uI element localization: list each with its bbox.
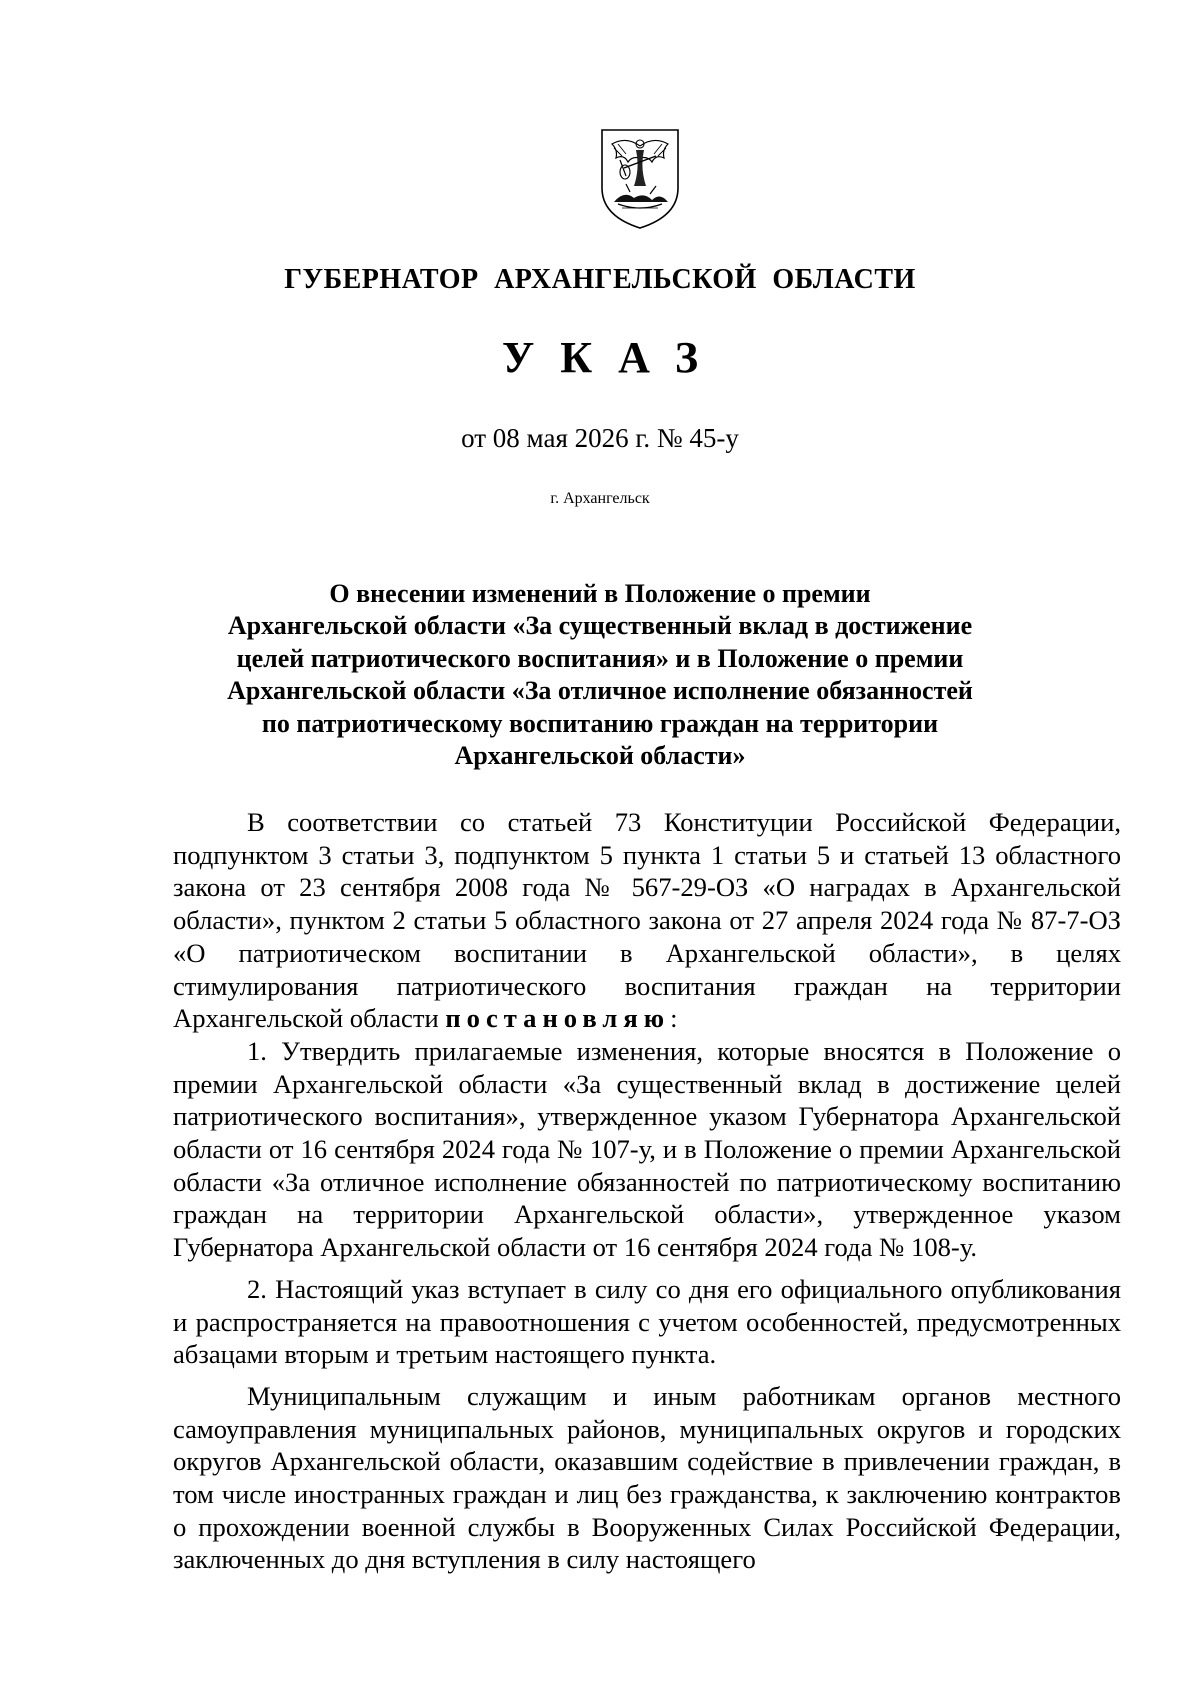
document-title <box>210 578 990 772</box>
decree-word: постановляю <box>445 1003 671 1034</box>
title-line: О внесении изменений в Положение о премии <box>329 579 871 608</box>
date-and-number: от 08 мая 2026 г. № 45-у <box>461 423 739 453</box>
title-line: Архангельской области «За отличное исполнение обязанностей <box>227 676 973 706</box>
title-line: Архангельской области» <box>454 741 746 771</box>
document-body <box>173 806 1121 1576</box>
paragraph-3: Муниципальным служащим и иным работникам органов местного самоуправления муниципальных районов, муниципальных округов и городских округов Архангельской области, оказавшим содействие в привлечении граждан, в том числе иностранных граждан и лиц без гражданства, к заключению контрактов о прохождении военной службы в Вооруженных Силах Российской Федерации, заключенных до дня вступления в силу настоящего <box>173 1380 1121 1575</box>
item-1-paragraph: 1. Утвердить прилагаемые изменения, которые вносятся в Положение о премии Архангельской области «За существенный вклад в достижение целей патриотического воспитания», утвержденное указом Губернатора Архангельской области от 16 сентября 2024 года № 107-у, и в Положение о премии Архангельской области «За отличное исполнение обязанностей по патриотическому воспитанию граждан на территории Архангельской области», утвержденное указом Губернатора Архангельской области от 16 сентября 2024 года № 108-у. <box>173 1035 1121 1263</box>
issuing-authority: ГУБЕРНАТОР АРХАНГЕЛЬСКОЙ ОБЛАСТИ <box>284 264 916 295</box>
document-type: УКАЗ <box>501 333 725 382</box>
title-line: по патриотическому воспитанию граждан на территории <box>261 708 939 738</box>
decree-colon: : <box>670 1003 678 1034</box>
preamble-paragraph <box>173 806 1121 1035</box>
coat-of-arms-icon <box>600 128 680 230</box>
issue-city: г. Архангельск <box>550 490 650 507</box>
preamble-text: В соответствии со статьей 73 Конституции Российской Федерации, подпунктом 3 статьи 3, подпунктом 5 пункта 1 статьи 5 и статьей 13 областного закона от 23 сентября 2008 года № 567-29-ОЗ «О наградах в Архангельской области», пунктом 2 статьи 5 областного закона от 27 апреля 2024 года № 87-7-ОЗ «О патриотическом воспитании в Архангельской области», в целях стимулирования патриотического воспитания граждан на территории Архангельской области <box>173 807 1121 1034</box>
item-2-paragraph: 2. Настоящий указ вступает в силу со дня его официального опубликования и распространяется на правоотношения с учетом особенностей, предусмотренных абзацами вторым и третьим настоящего пункта. <box>173 1273 1121 1370</box>
title-line: целей патриотического воспитания» и в Положение о премии <box>236 643 964 673</box>
title-line: Архангельской области «За существенный вклад в достижение <box>227 611 973 641</box>
